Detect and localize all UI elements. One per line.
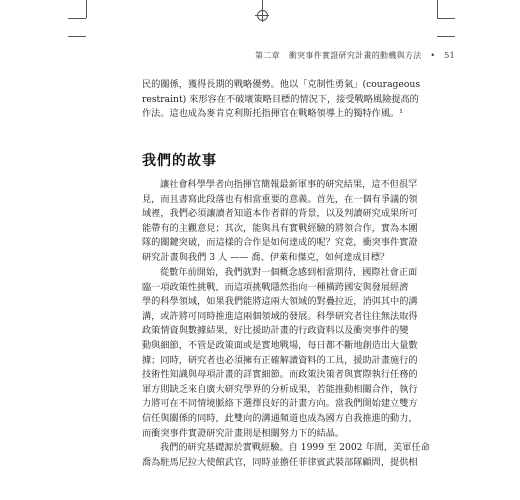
text-line: 臨一項政策性挑戰，而這項挑戰隱然指向一種橫跨國安與發展經濟 (142, 281, 409, 293)
text-line: 信任與關係的同時，此雙向的溝通頻道也成為國方自我推進的動力， (142, 412, 418, 424)
text-line: 域裡，我們必須讓讀者知道本作者群的背景，以及判讀研究成果所可 (142, 208, 418, 220)
text-line: 作法。這也成為麥肯克利斯托指揮官在戰略領導上的獨特作風。¹ (142, 108, 403, 120)
text-line: 讓社會科學學者向指揮官簡報最新軍事的研究結果，這不但很罕 (160, 179, 418, 190)
text-line: 見，而且書寫此段落也有相當重要的意義。首先，在一個有爭議的領 (142, 193, 418, 205)
text-line: restraint) 來形容在不破壞策略目標的情況下，接受戰略風險提高的 (142, 93, 419, 105)
text-line: 技術性知識與母項計畫的詳實細節。而政策決策者與實際執行任務的 (142, 369, 418, 381)
registration-mark-icon (255, 8, 269, 22)
header-page-number: 51 (444, 51, 456, 60)
text-line: 溝，或許將可同時推進這兩個領域的發展。科學研究者往往無法取得 (142, 310, 418, 322)
text-line: 民的關係，獲得長期的戰略優勢。他以「克制性勇氣」(courageous (142, 79, 421, 90)
crop-mark-right-h (437, 36, 455, 37)
text-line: 從數年前開始，我們就對一個概念感到相當期待，國際社會正面 (160, 267, 418, 278)
text-line: 研究計畫與我們 3 人 —— 喬、伊萊和傑克，如何達成目標？ (142, 251, 390, 263)
text-line: 據；同時，研究者也必須擁有正確解讀資料的工具，援助計畫施行的 (142, 354, 418, 366)
section-heading: 我們的故事 (142, 153, 217, 169)
paragraph (142, 266, 418, 441)
running-header (255, 50, 461, 61)
paragraph (142, 441, 430, 470)
crop-mark-left-h (68, 36, 86, 37)
text-line: 學的科學領域，如果我們能將這兩大領域的對疊拉近，消弭其中的溝 (142, 296, 418, 308)
text-line: 喬為駐馬尼拉大使館武官，同時並擔任菲律賓武裝部隊顧問，提供相 (142, 456, 418, 468)
crop-mark-top-right-v (437, 0, 438, 18)
text-line: 能帶有的主觀意見；其次，能與具有實戰經驗的將領合作，實為本團 (142, 222, 418, 234)
header-chapter: 第二章 (255, 51, 280, 60)
paragraph-continued (142, 78, 421, 122)
paragraph (142, 178, 418, 266)
text-line: 軍方則缺乏來自廣大研究學界的分析成果，若能推動相關合作，執行 (142, 383, 418, 395)
text-line: 我們的研究基礎源於實戰經驗。自 1999 至 2002 年間，美軍任命 (160, 442, 430, 453)
text-line: 力將可在不同情境脈絡下選擇良好的計畫方向。當我們開始建立雙方 (142, 398, 418, 410)
text-line: 隊的關鍵突破，而這樣的合作是如何達成的呢？究竟，衝突事件實證 (142, 237, 418, 249)
text-line: 動與細節，不管是政策面或是實地戰場，每日都不斷地創造出大量數 (142, 339, 418, 351)
header-separator: • (430, 51, 436, 60)
text-line: 政策情資與數據結果，好比援助計畫的行政資料以及衝突事件的變 (142, 325, 409, 337)
header-title: 衝突事件實證研究計畫的動機與方法 (288, 51, 422, 60)
text-line: 而衝突事件實證研究計畫則是相關努力下的結晶。 (142, 427, 345, 439)
crop-mark-top-left-v (86, 0, 87, 18)
crop-mark-top-left-h (68, 18, 86, 19)
crop-mark-top-right-h (437, 18, 455, 19)
